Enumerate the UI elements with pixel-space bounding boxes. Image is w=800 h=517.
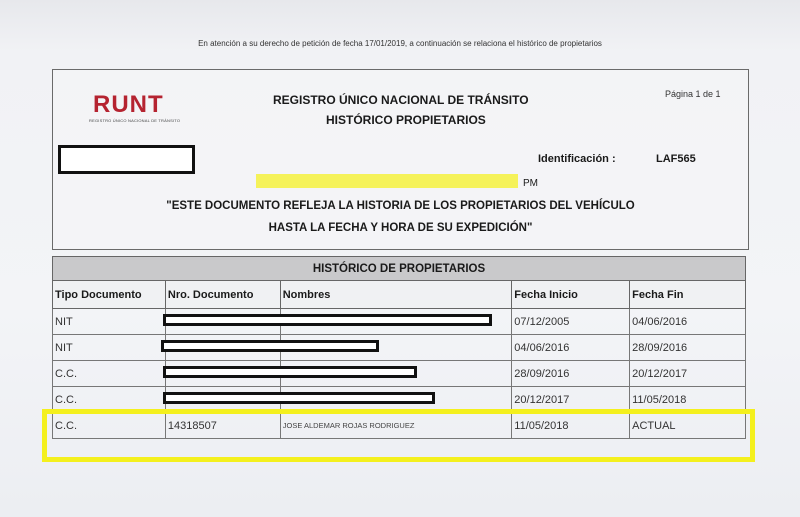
cell-nombre <box>280 309 512 335</box>
cell-inicio: 20/12/2017 <box>512 387 630 413</box>
redacted-box <box>58 145 195 174</box>
table-group-title: HISTÓRICO DE PROPIETARIOS <box>53 257 746 281</box>
cell-nombre: JOSE ALDEMAR ROJAS RODRIGUEZ <box>280 413 512 439</box>
runt-logo-subtitle: REGISTRO ÚNICO NACIONAL DE TRÁNSITO <box>89 118 181 123</box>
cell-nombre <box>280 361 512 387</box>
column-header-nro: Nro. Documento <box>165 281 280 309</box>
column-header-tipo: Tipo Documento <box>53 281 166 309</box>
notice-line-2: HASTA LA FECHA Y HORA DE SU EXPEDICIÓN" <box>268 222 533 234</box>
highlight-frame <box>42 409 755 462</box>
cell-nombre <box>280 335 512 361</box>
document-subtitle: HISTÓRICO PROPIETARIOS <box>326 113 486 127</box>
cell-fin: 04/06/2016 <box>630 309 746 335</box>
cell-fin: 28/09/2016 <box>630 335 746 361</box>
document-title: REGISTRO ÚNICO NACIONAL DE TRÁNSITO <box>273 93 529 107</box>
column-header-fecha-fin: Fecha Fin <box>630 281 746 309</box>
table-row <box>53 309 746 335</box>
cell-tipo: NIT <box>53 309 166 335</box>
cell-tipo: NIT <box>53 335 166 361</box>
cell-inicio: 28/09/2016 <box>512 361 630 387</box>
highlighted-redaction <box>256 174 518 188</box>
intro-text: En atención a su derecho de petición de fecha 17/01/2019, a continuación se relaciona el histórico de propietarios <box>198 39 602 48</box>
table-row <box>53 335 746 361</box>
cell-fin: 20/12/2017 <box>630 361 746 387</box>
identification-value: LAF565 <box>656 153 696 165</box>
column-header-nombres: Nombres <box>280 281 512 309</box>
identification-label: Identificación : <box>538 153 616 165</box>
cell-nro <box>165 361 280 387</box>
cell-fin: 11/05/2018 <box>630 387 746 413</box>
notice-line-1: "ESTE DOCUMENTO REFLEJA LA HISTORIA DE LOS PROPIETARIOS DEL VEHÍCULO <box>166 200 635 212</box>
runt-logo: RUNT <box>93 91 164 118</box>
column-header-fecha-inicio: Fecha Inicio <box>512 281 630 309</box>
cell-tipo: C.C. <box>53 361 166 387</box>
table-row <box>53 361 746 387</box>
cell-nro <box>165 309 280 335</box>
cell-inicio: 04/06/2016 <box>512 335 630 361</box>
cell-inicio: 07/12/2005 <box>512 309 630 335</box>
cell-tipo: C.C. <box>53 413 166 439</box>
page-number: Página 1 de 1 <box>665 89 721 99</box>
cell-fin: ACTUAL <box>630 413 746 439</box>
cell-nro: 14318507 <box>165 413 280 439</box>
cell-inicio: 11/05/2018 <box>512 413 630 439</box>
cell-nro <box>165 335 280 361</box>
time-suffix: PM <box>523 178 538 189</box>
document-header <box>52 69 749 250</box>
cell-tipo: C.C. <box>53 387 166 413</box>
